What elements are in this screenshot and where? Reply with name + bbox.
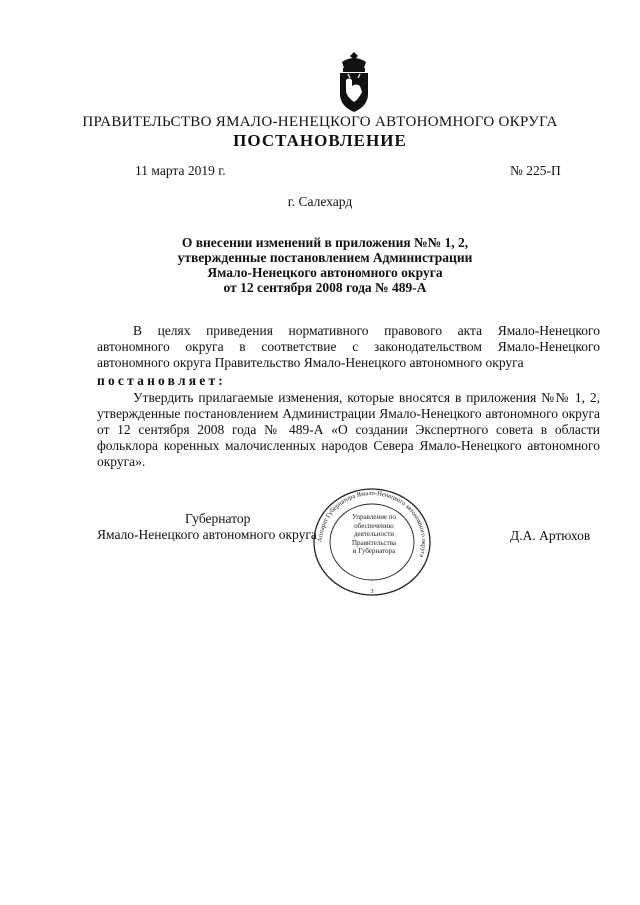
title-line: от 12 сентября 2008 года № 489-А	[223, 280, 427, 295]
stamp-line: и Губернатора	[352, 547, 396, 556]
stamp-line: Правительства	[351, 538, 397, 547]
signatory-title: Губернатор	[185, 511, 251, 526]
document-number: № 225-П	[510, 163, 561, 178]
signatory-organization: Ямало-Ненецкого автономного округа	[97, 527, 317, 542]
stamp-inner-text	[338, 513, 410, 556]
decision-paragraph: Утвердить прилагаемые изменения, которые вносятся в приложения №№ 1, 2, утвержденные постановлением Администрации Ямало-Ненецкого автономного округа от 12 сентября 2008 года № 489-А «О создании Экспертного совета в области фольклора коренных малочисленных народов Севера Ямало-Ненецкого автономного округа».	[97, 390, 600, 469]
decree-word: постановляет:	[97, 373, 226, 388]
stamp-line: Управление по	[351, 513, 397, 521]
document-date: 11 марта 2019 г.	[135, 163, 226, 178]
stamp-ring-text: Аппарат Губернатора Ямало-Ненецкого автономного округа	[316, 489, 428, 559]
document-title	[130, 235, 520, 295]
organization-header: ПРАВИТЕЛЬСТВО ЯМАЛО-НЕНЕЦКОГО АВТОНОМНОГО ОКРУГА	[82, 114, 558, 130]
preamble-paragraph: В целях приведения нормативного правового акта Ямало-Ненецкого автономного округа в соответствие с законодательством Ямало-Ненецкого автономного округа Правительство Ямало-Ненецкого автономного округа	[97, 323, 600, 370]
signatory-name: Д.А. Артюхов	[510, 528, 591, 543]
document-type: ПОСТАНОВЛЕНИЕ	[233, 131, 407, 150]
title-line: утвержденные постановлением Администрации	[177, 250, 473, 265]
stamp-line: деятельности	[353, 530, 395, 539]
coat-of-arms-icon	[332, 50, 376, 116]
stamp-line: обеспечению	[354, 521, 394, 530]
document-city: г. Салехард	[287, 194, 353, 209]
title-line: О внесении изменений в приложения №№ 1, 2,	[181, 235, 469, 250]
stamp-number: 3	[370, 589, 374, 595]
title-line: Ямало-Ненецкого автономного округа	[207, 265, 443, 280]
